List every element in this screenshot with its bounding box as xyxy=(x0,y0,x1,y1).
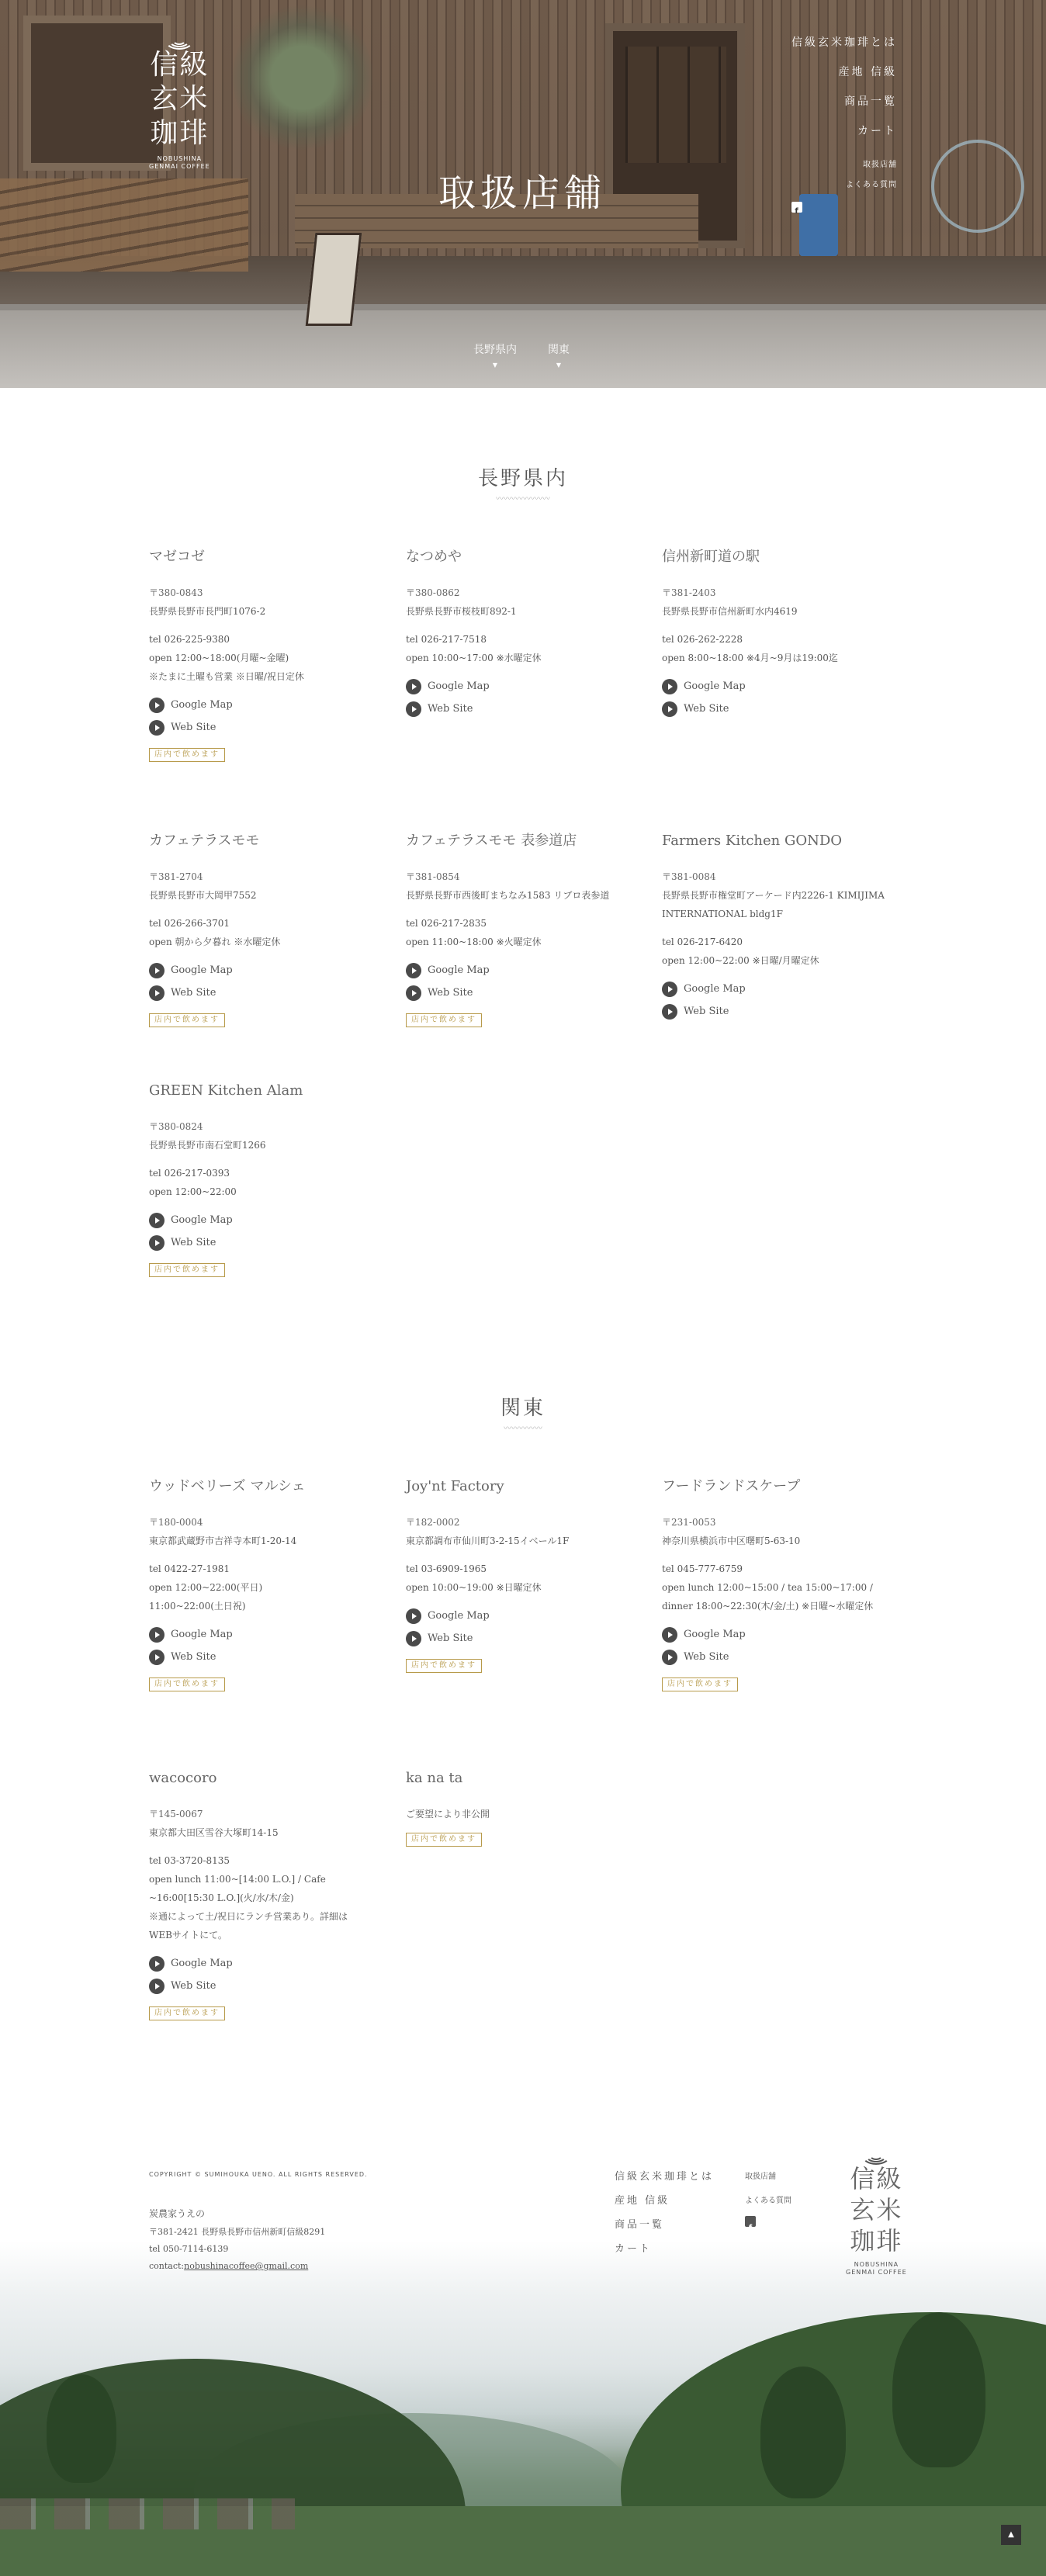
google-map-link[interactable]: Google Map xyxy=(662,978,895,1000)
shop-hours: open lunch 11:00~[14:00 L.O.] / Cafe ~16:00[15:30 L.O.](火/水/木/金) xyxy=(149,1874,326,1903)
shop-card xyxy=(406,832,654,1027)
shop-tel: tel 03-3720-8135 xyxy=(149,1855,230,1866)
play-circle-icon xyxy=(149,1235,165,1251)
contact-email-link[interactable]: nobushinacoffee@gmail.com xyxy=(184,2261,309,2271)
logo-sub-line-2: GENMAI COFFEE xyxy=(846,2269,907,2276)
shop-tel: tel 026-262-2228 xyxy=(662,634,743,645)
play-circle-icon xyxy=(149,698,165,713)
google-map-link[interactable]: Google Map xyxy=(149,1623,382,1646)
shop-card xyxy=(149,1082,382,1277)
play-circle-icon xyxy=(149,1979,165,1994)
footer-address xyxy=(149,2204,325,2275)
google-map-link[interactable]: Google Map xyxy=(406,1605,639,1627)
web-site-link[interactable]: Web Site xyxy=(662,1646,902,1668)
shop-zip: 〒381-2704 xyxy=(149,871,203,882)
footer-nav-cart[interactable]: カート xyxy=(615,2243,653,2255)
hero-photo-signboard xyxy=(306,233,362,326)
shop-card xyxy=(149,548,382,762)
logo-sub-line-1: NOBUSHINA xyxy=(854,2261,899,2268)
web-site-link[interactable]: Web Site xyxy=(149,1646,382,1668)
web-site-link[interactable]: Web Site xyxy=(662,698,895,720)
footer-photo-village xyxy=(0,2498,295,2529)
footer-nav-faq[interactable]: よくある質問 xyxy=(745,2197,791,2205)
section-title: 長野県内 xyxy=(477,467,568,490)
nav-cart[interactable]: カート xyxy=(857,125,897,137)
footer-nav xyxy=(615,2165,714,2261)
web-site-link[interactable]: Web Site xyxy=(149,1231,382,1254)
shop-hours: open 12:00~18:00(月曜~金曜) xyxy=(149,653,289,663)
shop-address: 長野県長野市南石堂町1266 xyxy=(149,1140,266,1151)
shop-hours: open lunch 12:00~15:00 / tea 15:00~17:00 / dinner 18:00~22:30(木/金/土) ※日曜~水曜定休 xyxy=(662,1582,874,1612)
google-map-link[interactable]: Google Map xyxy=(662,675,895,698)
footer-nav-products[interactable]: 商品一覧 xyxy=(615,2219,665,2231)
play-circle-icon xyxy=(406,1608,421,1624)
shop-hours: open 12:00~22:00 ※日曜/月曜定休 xyxy=(662,955,819,966)
shop-zip: 〒182-0002 xyxy=(406,1517,460,1528)
facebook-icon[interactable]: f xyxy=(791,202,802,213)
footer-nav-stores[interactable]: 取扱店舗 xyxy=(745,2173,776,2181)
eat-in-badge: 店内で飲めます xyxy=(149,1263,225,1277)
logo-sub-line-2: GENMAI COFFEE xyxy=(149,163,210,170)
shop-hours-weekend: 11:00~22:00(土日祝) xyxy=(149,1601,246,1612)
company-name: 炭農家うえの xyxy=(149,2208,206,2219)
shop-address: 東京都大田区雪谷大塚町14-15 xyxy=(149,1827,279,1838)
shop-name: フードランドスケープ xyxy=(662,1478,801,1494)
eat-in-badge: 店内で飲めます xyxy=(406,1659,482,1673)
section-title: 関東 xyxy=(500,1397,546,1420)
web-site-link[interactable]: Web Site xyxy=(406,982,654,1004)
footer-nav-origin[interactable]: 産地 信級 xyxy=(615,2195,670,2207)
play-circle-icon xyxy=(662,1627,677,1643)
hero-photo-bicycle xyxy=(931,140,1024,233)
play-circle-icon xyxy=(149,720,165,736)
eat-in-badge: 店内で飲めます xyxy=(149,748,225,762)
section-heading-kanto xyxy=(0,1392,1046,1433)
eat-in-badge: 店内で飲めます xyxy=(149,1013,225,1027)
logo-line-1: 信級 xyxy=(850,2164,903,2193)
shop-name: カフェテラスモモ 表参道店 xyxy=(406,833,577,849)
logo-swirl-icon xyxy=(164,28,195,48)
hero-photo-plant xyxy=(233,0,372,155)
shop-card xyxy=(662,832,895,1023)
footer-photo-tree xyxy=(760,2367,846,2498)
shop-address: 長野県長野市大岡甲7552 xyxy=(149,890,257,901)
shop-name: カフェテラスモモ xyxy=(149,833,260,849)
shop-tel: tel 0422-27-1981 xyxy=(149,1563,230,1574)
shop-card xyxy=(406,1477,639,1673)
shop-name: Joy'nt Factory xyxy=(406,1478,504,1494)
shop-name: ウッドベリーズ マルシェ xyxy=(149,1478,306,1494)
nav-faq[interactable]: よくある質問 xyxy=(846,181,897,189)
company-contact: contact:nobushinacoffee@gmail.com xyxy=(149,2261,309,2271)
web-site-link[interactable]: Web Site xyxy=(406,698,639,720)
shop-tel: tel 026-266-3701 xyxy=(149,918,230,929)
footer-subnav xyxy=(745,2165,791,2227)
shop-name: 信州新町道の駅 xyxy=(662,549,760,565)
shop-name: ka na ta xyxy=(406,1770,463,1786)
shop-note: ※通によって土/祝日にランチ営業あり。詳細はWEBサイトにて。 xyxy=(149,1911,348,1941)
google-map-link[interactable]: Google Map xyxy=(149,1209,382,1231)
shop-tel: tel 045-777-6759 xyxy=(662,1563,743,1574)
logo-line-3: 珈琲 xyxy=(150,117,210,149)
shop-zip: 〒180-0004 xyxy=(149,1517,203,1528)
arrow-down-icon: ▼ xyxy=(556,362,562,369)
section-anchor-nav xyxy=(473,341,570,369)
hero-photo-lumber xyxy=(0,178,248,272)
shop-zip: 〒231-0053 xyxy=(662,1517,716,1528)
shop-hours: open 11:00~18:00 ※火曜定休 xyxy=(406,937,542,947)
footer-photo-tree xyxy=(892,2312,985,2467)
web-site-link[interactable]: Web Site xyxy=(149,982,382,1004)
shop-tel: tel 03-6909-1965 xyxy=(406,1563,487,1574)
eat-in-badge: 店内で飲めます xyxy=(149,1678,225,1691)
google-map-link[interactable]: Google Map xyxy=(662,1623,902,1646)
shop-tel: tel 026-217-0393 xyxy=(149,1168,230,1179)
google-map-link[interactable]: Google Map xyxy=(406,959,654,982)
logo-line-1: 信級 xyxy=(150,49,210,81)
page-title: 取扱店舗 xyxy=(438,171,607,215)
play-circle-icon xyxy=(662,1004,677,1020)
play-circle-icon xyxy=(662,679,677,694)
play-circle-icon xyxy=(662,982,677,997)
shop-zip: 〒380-0843 xyxy=(149,587,203,598)
shop-card xyxy=(149,1769,366,2020)
shop-address: 長野県長野市信州新町水内4619 xyxy=(662,606,798,617)
shop-card xyxy=(406,548,639,720)
play-circle-icon xyxy=(406,985,421,1001)
shop-hours: open 朝から夕暮れ ※水曜定休 xyxy=(149,937,281,947)
shop-zip: 〒381-0854 xyxy=(406,871,460,882)
anchor-kanto-label: 関東 xyxy=(548,344,570,356)
shop-name: wacocoro xyxy=(149,1770,217,1786)
shop-hours: open 10:00~17:00 ※水曜定休 xyxy=(406,653,542,663)
site-logo[interactable] xyxy=(149,28,210,171)
shop-hours: open 12:00~22:00(平日) xyxy=(149,1582,263,1593)
play-circle-icon xyxy=(662,701,677,717)
shop-address: 東京都武蔵野市吉祥寺本町1-20-14 xyxy=(149,1536,297,1546)
company-tel: tel 050-7114-6139 xyxy=(149,2244,229,2254)
shop-card xyxy=(662,548,895,720)
shop-address: 長野県長野市長門町1076-2 xyxy=(149,606,266,617)
shop-hours: open 10:00~19:00 ※日曜定休 xyxy=(406,1582,542,1593)
eat-in-badge: 店内で飲めます xyxy=(149,2006,225,2020)
play-circle-icon xyxy=(406,963,421,978)
shop-tel: tel 026-217-6420 xyxy=(662,937,743,947)
nav-about[interactable]: 信級玄米珈琲とは xyxy=(791,36,897,49)
play-circle-icon xyxy=(149,1650,165,1665)
shop-zip: 〒381-2403 xyxy=(662,587,716,598)
footer-photo-tree xyxy=(47,2374,116,2483)
nav-products[interactable]: 商品一覧 xyxy=(844,95,897,108)
shop-card xyxy=(149,832,382,1027)
google-map-link[interactable]: Google Map xyxy=(149,959,382,982)
shop-card xyxy=(406,1769,639,1847)
facebook-icon[interactable] xyxy=(745,2216,756,2227)
arrow-down-icon: ▼ xyxy=(492,362,498,369)
anchor-nagano-label: 長野県内 xyxy=(473,344,517,356)
play-circle-icon xyxy=(406,679,421,694)
eat-in-badge: 店内で飲めます xyxy=(662,1678,738,1691)
footer-nav-about[interactable]: 信級玄米珈琲とは xyxy=(615,2171,715,2183)
anchor-kanto[interactable] xyxy=(548,341,570,369)
shop-hours: open 8:00~18:00 ※4月~9月は19:00迄 xyxy=(662,653,838,663)
shop-address: 東京都調布市仙川町3-2-15イベール1F xyxy=(406,1536,570,1546)
shop-address: 長野県長野市権堂町アーケード内2226-1 KIMIJIMA INTERNATIONAL bldg1F xyxy=(662,890,885,919)
header-nav xyxy=(791,28,897,216)
web-site-link[interactable]: Web Site xyxy=(149,1975,366,1997)
web-site-link[interactable]: Web Site xyxy=(662,1000,895,1023)
eat-in-badge: 店内で飲めます xyxy=(406,1833,482,1847)
shop-tel: tel 026-217-7518 xyxy=(406,634,487,645)
shop-card xyxy=(662,1477,902,1691)
play-circle-icon xyxy=(662,1650,677,1665)
play-circle-icon xyxy=(149,1627,165,1643)
footer-logo[interactable] xyxy=(846,2143,907,2277)
play-circle-icon xyxy=(149,963,165,978)
wave-divider: 〰〰〰〰〰〰〰 xyxy=(496,495,550,504)
play-circle-icon xyxy=(406,701,421,717)
play-circle-icon xyxy=(149,985,165,1001)
shop-address: 長野県長野市西後町まちなみ1583 リブロ表参道 xyxy=(406,890,610,901)
shop-address: 神奈川県横浜市中区曙町5-63-10 xyxy=(662,1536,801,1546)
shop-zip: 〒380-0824 xyxy=(149,1121,203,1132)
shop-name: マゼコゼ xyxy=(149,549,205,565)
logo-line-3: 珈琲 xyxy=(850,2226,903,2256)
wave-divider: 〰〰〰〰〰 xyxy=(504,1425,542,1433)
web-site-link[interactable]: Web Site xyxy=(149,716,382,739)
shop-address: 長野県長野市桜枝町892-1 xyxy=(406,606,517,617)
shop-zip: 〒381-0084 xyxy=(662,871,716,882)
shop-zip: 〒380-0862 xyxy=(406,587,460,598)
logo-line-2: 玄米 xyxy=(150,83,210,115)
nav-stores[interactable]: 取扱店舗 xyxy=(863,161,897,169)
anchor-nagano[interactable] xyxy=(473,341,517,369)
shop-card xyxy=(149,1477,382,1691)
nav-origin[interactable]: 産地 信級 xyxy=(838,66,897,78)
eat-in-badge: 店内で飲めます xyxy=(406,1013,482,1027)
page-top-button[interactable]: ▲ xyxy=(1001,2525,1021,2545)
shop-tel: tel 026-225-9380 xyxy=(149,634,230,645)
company-address: 〒381-2421 長野県長野市信州新町信級8291 xyxy=(149,2227,326,2237)
shop-zip: 〒145-0067 xyxy=(149,1809,203,1819)
google-map-link[interactable]: Google Map xyxy=(406,675,639,698)
play-circle-icon xyxy=(149,1213,165,1228)
shop-note: ご要望により非公開 xyxy=(406,1809,490,1819)
logo-sub-line-1: NOBUSHINA xyxy=(157,155,203,162)
play-circle-icon xyxy=(406,1631,421,1646)
shop-name: GREEN Kitchen Alam xyxy=(149,1082,303,1099)
shop-name: Farmers Kitchen GONDO xyxy=(662,833,843,849)
logo-swirl-icon xyxy=(861,2143,892,2163)
play-circle-icon xyxy=(149,1956,165,1972)
google-map-link[interactable]: Google Map xyxy=(149,1952,366,1975)
shop-tel: tel 026-217-2835 xyxy=(406,918,487,929)
copyright: COPYRIGHT © SUMIHOUKA UENO. ALL RIGHTS RESERVED. xyxy=(149,2171,368,2178)
shop-hours: open 12:00~22:00 xyxy=(149,1186,237,1197)
web-site-link[interactable]: Web Site xyxy=(406,1627,639,1650)
logo-line-2: 玄米 xyxy=(850,2195,903,2225)
shop-note: ※たまに土曜も営業 ※日曜/祝日定休 xyxy=(149,671,304,682)
google-map-link[interactable]: Google Map xyxy=(149,694,382,716)
section-heading-nagano xyxy=(0,462,1046,504)
shop-name: なつめや xyxy=(406,549,462,565)
